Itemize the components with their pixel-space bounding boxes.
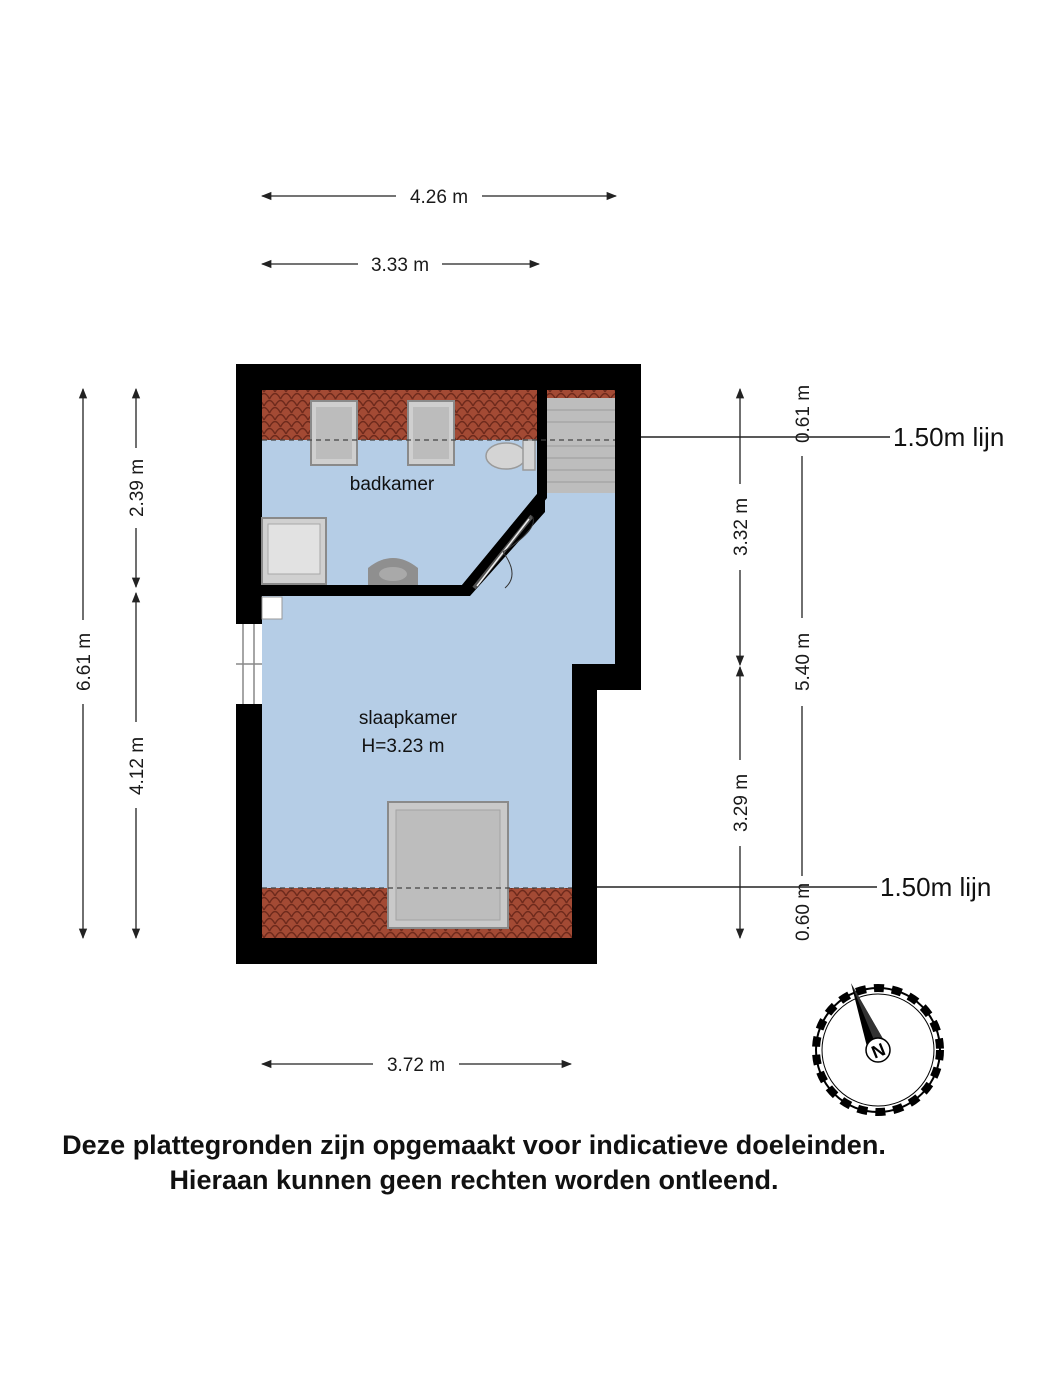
roof-tiles-bathroom bbox=[262, 390, 537, 440]
dim-left-lower: 4.12 m bbox=[127, 736, 148, 796]
dim-right-top-small: 0.61 m bbox=[793, 384, 814, 444]
dim-top-inner: 3.33 m bbox=[370, 255, 430, 276]
compass-north-label: N bbox=[868, 1039, 889, 1063]
dim-right-total: 5.40 m bbox=[793, 632, 814, 692]
cupboard bbox=[262, 597, 282, 619]
dim-left-upper: 2.39 m bbox=[127, 458, 148, 518]
dim-top-overall: 4.26 m bbox=[409, 187, 469, 208]
room-height-label: H=3.23 m bbox=[361, 736, 445, 757]
dim-right-lower: 3.29 m bbox=[731, 773, 752, 833]
disclaimer bbox=[0, 1128, 948, 1198]
disclaimer-line-2: Hieraan kunnen geen rechten worden ontleend. bbox=[169, 1165, 779, 1195]
room-label-badkamer: badkamer bbox=[349, 474, 435, 495]
dim-right-bottom-small: 0.60 m bbox=[793, 882, 814, 942]
disclaimer-line-1: Deze plattegronden zijn opgemaakt voor indicatieve doeleinden. bbox=[62, 1130, 886, 1160]
toilet bbox=[486, 443, 526, 469]
dim-right-upper: 3.32 m bbox=[731, 497, 752, 557]
roof-tiles-hall bbox=[547, 390, 615, 398]
room-label-slaapkamer: slaapkamer bbox=[358, 708, 458, 729]
line-label-top: 1.50m lijn bbox=[893, 422, 1005, 452]
dim-bottom: 3.72 m bbox=[386, 1055, 446, 1076]
compass bbox=[816, 979, 940, 1112]
line-label-bottom: 1.50m lijn bbox=[880, 872, 992, 902]
dim-left-overall: 6.61 m bbox=[74, 632, 95, 692]
